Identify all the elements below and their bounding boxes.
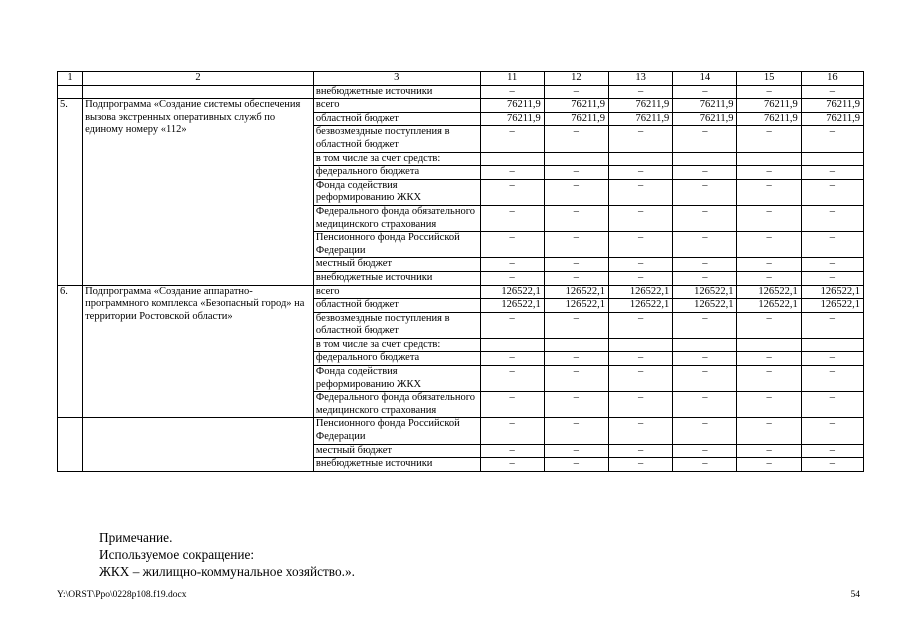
value-cell: –	[801, 205, 863, 231]
header-cell: 16	[801, 72, 863, 86]
value-cell: –	[673, 418, 737, 444]
value-cell: 76211,9	[673, 99, 737, 113]
value-cell: –	[480, 458, 544, 472]
value-cell: –	[609, 271, 673, 285]
subprogram-number: 5.	[58, 99, 83, 285]
value-cell: –	[801, 271, 863, 285]
value-cell: –	[737, 444, 801, 458]
value-cell: –	[544, 312, 608, 338]
value-cell: –	[673, 166, 737, 180]
value-cell	[801, 152, 863, 166]
note-subtitle: Используемое сокращение:	[99, 547, 255, 562]
value-cell: –	[673, 312, 737, 338]
row-label: федерального бюджета	[313, 166, 480, 180]
value-cell: 76211,9	[673, 112, 737, 126]
value-cell: –	[737, 312, 801, 338]
value-cell: 126522,1	[480, 299, 544, 313]
value-cell: –	[480, 126, 544, 152]
subprogram-title: Подпрограмма «Создание системы обеспечения вызова экстренных оперативных служб по единому номеру «112»	[83, 99, 314, 285]
value-cell: 76211,9	[801, 99, 863, 113]
row-label: в том числе за счет средств:	[313, 152, 480, 166]
value-cell: –	[609, 312, 673, 338]
value-cell: –	[673, 352, 737, 366]
value-cell: –	[737, 366, 801, 392]
value-cell	[737, 152, 801, 166]
footer-page-number: 54	[850, 590, 860, 600]
value-cell: –	[801, 312, 863, 338]
value-cell: –	[609, 258, 673, 272]
value-cell: –	[544, 232, 608, 258]
value-cell: –	[544, 166, 608, 180]
value-cell: –	[801, 458, 863, 472]
value-cell: 76211,9	[609, 99, 673, 113]
value-cell: –	[609, 166, 673, 180]
value-cell: –	[480, 444, 544, 458]
row-label: всего	[313, 285, 480, 299]
value-cell: 126522,1	[737, 299, 801, 313]
value-cell: –	[544, 271, 608, 285]
value-cell	[609, 338, 673, 352]
carry-over-row	[58, 85, 864, 99]
value-cell: –	[609, 126, 673, 152]
value-cell: –	[609, 458, 673, 472]
value-cell: –	[480, 85, 544, 99]
value-cell: –	[480, 418, 544, 444]
row-label: Фонда содействия реформированию ЖКХ	[313, 179, 480, 205]
value-cell: –	[544, 366, 608, 392]
value-cell: 126522,1	[480, 285, 544, 299]
row-label: Фонда содействия реформированию ЖКХ	[313, 366, 480, 392]
value-cell: –	[609, 392, 673, 418]
value-cell: –	[673, 392, 737, 418]
row-label: областной бюджет	[313, 299, 480, 313]
value-cell: 126522,1	[609, 299, 673, 313]
value-cell: –	[737, 458, 801, 472]
value-cell	[544, 152, 608, 166]
value-cell: –	[480, 166, 544, 180]
value-cell: –	[737, 271, 801, 285]
value-cell: 126522,1	[801, 299, 863, 313]
value-cell: –	[480, 312, 544, 338]
value-cell	[673, 338, 737, 352]
value-cell: 76211,9	[544, 99, 608, 113]
value-cell: –	[544, 418, 608, 444]
value-cell: –	[801, 179, 863, 205]
value-cell: –	[609, 179, 673, 205]
value-cell: –	[480, 392, 544, 418]
value-cell: 76211,9	[801, 112, 863, 126]
title-cell	[83, 418, 314, 471]
table-body	[58, 72, 864, 472]
value-cell: –	[737, 258, 801, 272]
row-label: всего	[313, 99, 480, 113]
value-cell: –	[544, 205, 608, 231]
value-cell: –	[480, 232, 544, 258]
value-cell: –	[801, 258, 863, 272]
value-cell: –	[801, 366, 863, 392]
value-cell: –	[609, 232, 673, 258]
table-row	[58, 99, 864, 113]
value-cell: –	[673, 126, 737, 152]
number-cell	[58, 418, 83, 471]
value-cell: –	[609, 444, 673, 458]
value-cell: –	[801, 232, 863, 258]
value-cell: –	[737, 205, 801, 231]
footer-file-path: Y:\ORST\Ppo\0228p108.f19.docx	[57, 590, 187, 600]
header-cell: 15	[737, 72, 801, 86]
note-title: Примечание.	[99, 530, 173, 545]
row-label: безвозмездные поступления в областной бюджет	[313, 126, 480, 152]
value-cell: –	[737, 232, 801, 258]
value-cell: 76211,9	[737, 112, 801, 126]
header-cell: 14	[673, 72, 737, 86]
value-cell: –	[801, 352, 863, 366]
row-label: внебюджетные источники	[313, 458, 480, 472]
row-label: в том числе за счет средств:	[313, 338, 480, 352]
value-cell: –	[480, 258, 544, 272]
table-row	[58, 285, 864, 299]
value-cell	[544, 338, 608, 352]
row-label: Пенсионного фонда Российской Федерации	[313, 232, 480, 258]
value-cell: –	[737, 85, 801, 99]
value-cell: –	[609, 85, 673, 99]
budget-table	[57, 71, 864, 472]
value-cell: –	[480, 205, 544, 231]
header-cell: 1	[58, 72, 83, 86]
value-cell: 126522,1	[544, 299, 608, 313]
table-row	[58, 418, 864, 444]
value-cell	[673, 152, 737, 166]
value-cell: –	[609, 352, 673, 366]
note-abbreviation: ЖКХ – жилищно-коммунальное хозяйство.».	[99, 564, 355, 579]
header-cell: 3	[313, 72, 480, 86]
value-cell: –	[673, 458, 737, 472]
value-cell: –	[544, 258, 608, 272]
value-cell: –	[737, 126, 801, 152]
value-cell: 126522,1	[673, 285, 737, 299]
value-cell: –	[801, 126, 863, 152]
value-cell	[480, 152, 544, 166]
value-cell: –	[544, 458, 608, 472]
value-cell: –	[801, 85, 863, 99]
value-cell: –	[673, 205, 737, 231]
value-cell: –	[673, 271, 737, 285]
header-cell: 11	[480, 72, 544, 86]
value-cell: –	[737, 418, 801, 444]
value-cell: –	[673, 179, 737, 205]
value-cell: –	[480, 352, 544, 366]
value-cell: –	[480, 179, 544, 205]
value-cell: –	[673, 366, 737, 392]
value-cell: 76211,9	[480, 112, 544, 126]
value-cell: 76211,9	[609, 112, 673, 126]
value-cell	[737, 338, 801, 352]
value-cell: 126522,1	[673, 299, 737, 313]
value-cell: –	[480, 271, 544, 285]
row-label: внебюджетные источники	[313, 271, 480, 285]
value-cell: 126522,1	[544, 285, 608, 299]
row-label: безвозмездные поступления в областной бюджет	[313, 312, 480, 338]
value-cell: –	[673, 258, 737, 272]
value-cell: –	[673, 444, 737, 458]
value-cell: –	[544, 444, 608, 458]
value-cell: –	[737, 352, 801, 366]
value-cell: 76211,9	[480, 99, 544, 113]
value-cell: 76211,9	[737, 99, 801, 113]
value-cell	[480, 338, 544, 352]
value-cell: –	[737, 392, 801, 418]
value-cell: –	[673, 232, 737, 258]
value-cell: –	[544, 352, 608, 366]
value-cell	[801, 338, 863, 352]
value-cell: –	[609, 418, 673, 444]
value-cell: –	[801, 392, 863, 418]
header-cell: 12	[544, 72, 608, 86]
value-cell: 76211,9	[544, 112, 608, 126]
value-cell: –	[544, 392, 608, 418]
value-cell: –	[801, 166, 863, 180]
subprogram-title: Подпрограмма «Создание аппаратно-программного комплекса «Безопасный город» на территории Ростовской области»	[83, 285, 314, 418]
value-cell: –	[544, 179, 608, 205]
value-cell: –	[544, 126, 608, 152]
row-label: внебюджетные источники	[313, 85, 480, 99]
value-cell: –	[673, 85, 737, 99]
row-label: Федерального фонда обязательного медицинского страхования	[313, 392, 480, 418]
number-cell	[58, 85, 83, 99]
value-cell: –	[737, 179, 801, 205]
value-cell: –	[609, 366, 673, 392]
row-label: местный бюджет	[313, 258, 480, 272]
row-label: федерального бюджета	[313, 352, 480, 366]
value-cell: 126522,1	[609, 285, 673, 299]
value-cell: –	[737, 166, 801, 180]
title-cell	[83, 85, 314, 99]
value-cell: –	[801, 444, 863, 458]
header-cell: 13	[609, 72, 673, 86]
row-label: областной бюджет	[313, 112, 480, 126]
value-cell: –	[801, 418, 863, 444]
value-cell: 126522,1	[801, 285, 863, 299]
subprogram-number: 6.	[58, 285, 83, 418]
header-cell: 2	[83, 72, 314, 86]
value-cell: –	[480, 366, 544, 392]
value-cell: 126522,1	[737, 285, 801, 299]
value-cell: –	[609, 205, 673, 231]
value-cell	[609, 152, 673, 166]
note-block	[99, 529, 355, 580]
row-label: Федерального фонда обязательного медицинского страхования	[313, 205, 480, 231]
value-cell: –	[544, 85, 608, 99]
header-row	[58, 72, 864, 86]
row-label: Пенсионного фонда Российской Федерации	[313, 418, 480, 444]
row-label: местный бюджет	[313, 444, 480, 458]
